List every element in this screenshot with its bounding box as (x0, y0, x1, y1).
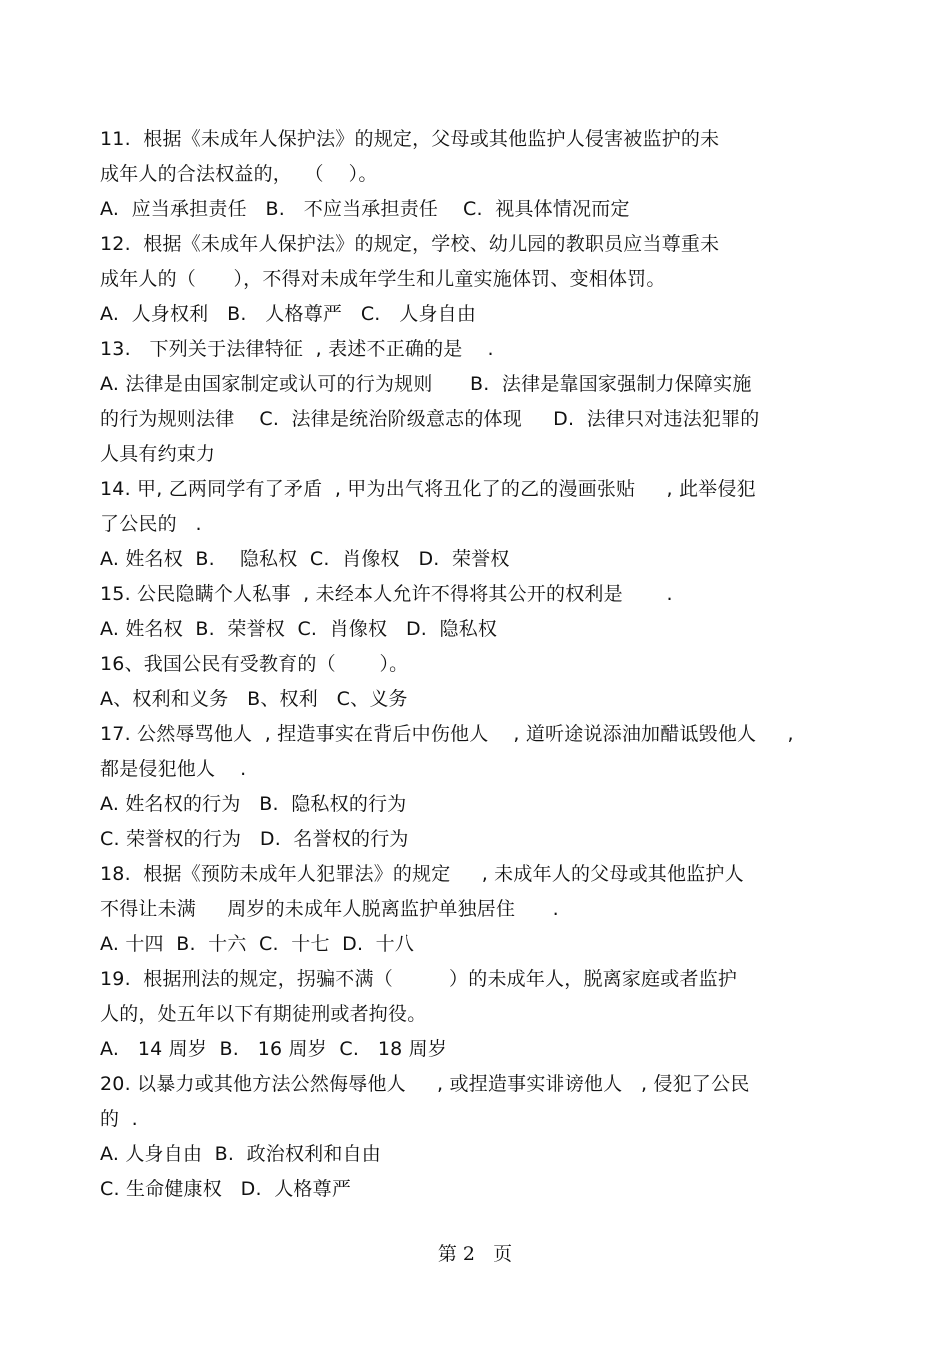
text-line: A. 姓名权的行为 B. 隐私权的行为 (100, 793, 407, 815)
text-line: 11. 根据《未成年人保护法》的规定，父母或其他监护人侵害被监护的未 (100, 128, 720, 150)
text-line: 人的，处五年以下有期徒刑或者拘役。 (100, 1003, 427, 1025)
text-line: 成年人的（ ），不得对未成年学生和儿童实施体罚、变相体罚。 (100, 268, 666, 290)
text-line: A. 人身自由 B. 政治权利和自由 (100, 1143, 381, 1165)
text-line: 13. 下列关于法律特征 , 表述不正确的是 . (100, 338, 494, 360)
text-line: 的 . (100, 1108, 138, 1130)
text-line: A. 人身权利 B. 人格尊严 C. 人身自由 (100, 303, 477, 325)
text-line: 18. 根据《预防未成年人犯罪法》的规定 , 未成年人的父母或其他监护人 (100, 863, 744, 885)
page-number: 第 2 页 (437, 1243, 513, 1265)
text-line: 20. 以暴力或其他方法公然侮辱他人 , 或捏造事实诽谤他人 , 侵犯了公民 (100, 1073, 750, 1095)
text-line: 14. 甲, 乙两同学有了矛盾 , 甲为出气将丑化了的乙的漫画张贴 , 此举侵犯 (100, 478, 756, 500)
text-line: A. 应当承担责任 B. 不应当承担责任 C. 视具体情况而定 (100, 198, 630, 220)
question-list (100, 122, 830, 1207)
text-line: 12. 根据《未成年人保护法》的规定，学校、幼儿园的教职员应当尊重未 (100, 233, 720, 255)
text-line: 19. 根据刑法的规定，拐骗不满（ ）的未成年人，脱离家庭或者监护 (100, 968, 738, 990)
text-line: 成年人的合法权益的， （ ）。 (100, 163, 378, 185)
text-line: A. 法律是由国家制定或认可的行为规则 B. 法律是靠国家强制力保障实施 (100, 373, 752, 395)
text-line: A. 14 周岁 B. 16 周岁 C. 18 周岁 (100, 1038, 448, 1060)
text-line: 17. 公然辱骂他人 , 捏造事实在背后中伤他人 , 道听途说添油加醋诋毁他人 , (100, 723, 794, 745)
text-line: A. 姓名权 B. 荣誉权 C. 肖像权 D. 隐私权 (100, 618, 498, 640)
text-line: A. 十四 B. 十六 C. 十七 D. 十八 (100, 933, 415, 955)
text-line: 16、我国公民有受教育的（ ）。 (100, 653, 409, 675)
text-line: 人具有约束力 (100, 443, 216, 465)
text-line: 了公民的 . (100, 513, 202, 535)
text-line: 的行为规则法律 C. 法律是统治阶级意志的体现 D. 法律只对违法犯罪的 (100, 408, 760, 430)
text-line: C. 生命健康权 D. 人格尊严 (100, 1178, 352, 1200)
text-line: A、权利和义务 B、权利 C、义务 (100, 688, 408, 710)
text-line: 不得让未满 周岁的未成年人脱离监护单独居住 . (100, 898, 559, 920)
text-line: A. 姓名权 B. 隐私权 C. 肖像权 D. 荣誉权 (100, 548, 510, 570)
text-line: 15. 公民隐瞒个人私事 , 未经本人允许不得将其公开的权利是 . (100, 583, 673, 605)
text-line: 都是侵犯他人 . (100, 758, 247, 780)
text-line: C. 荣誉权的行为 D. 名誉权的行为 (100, 828, 409, 850)
